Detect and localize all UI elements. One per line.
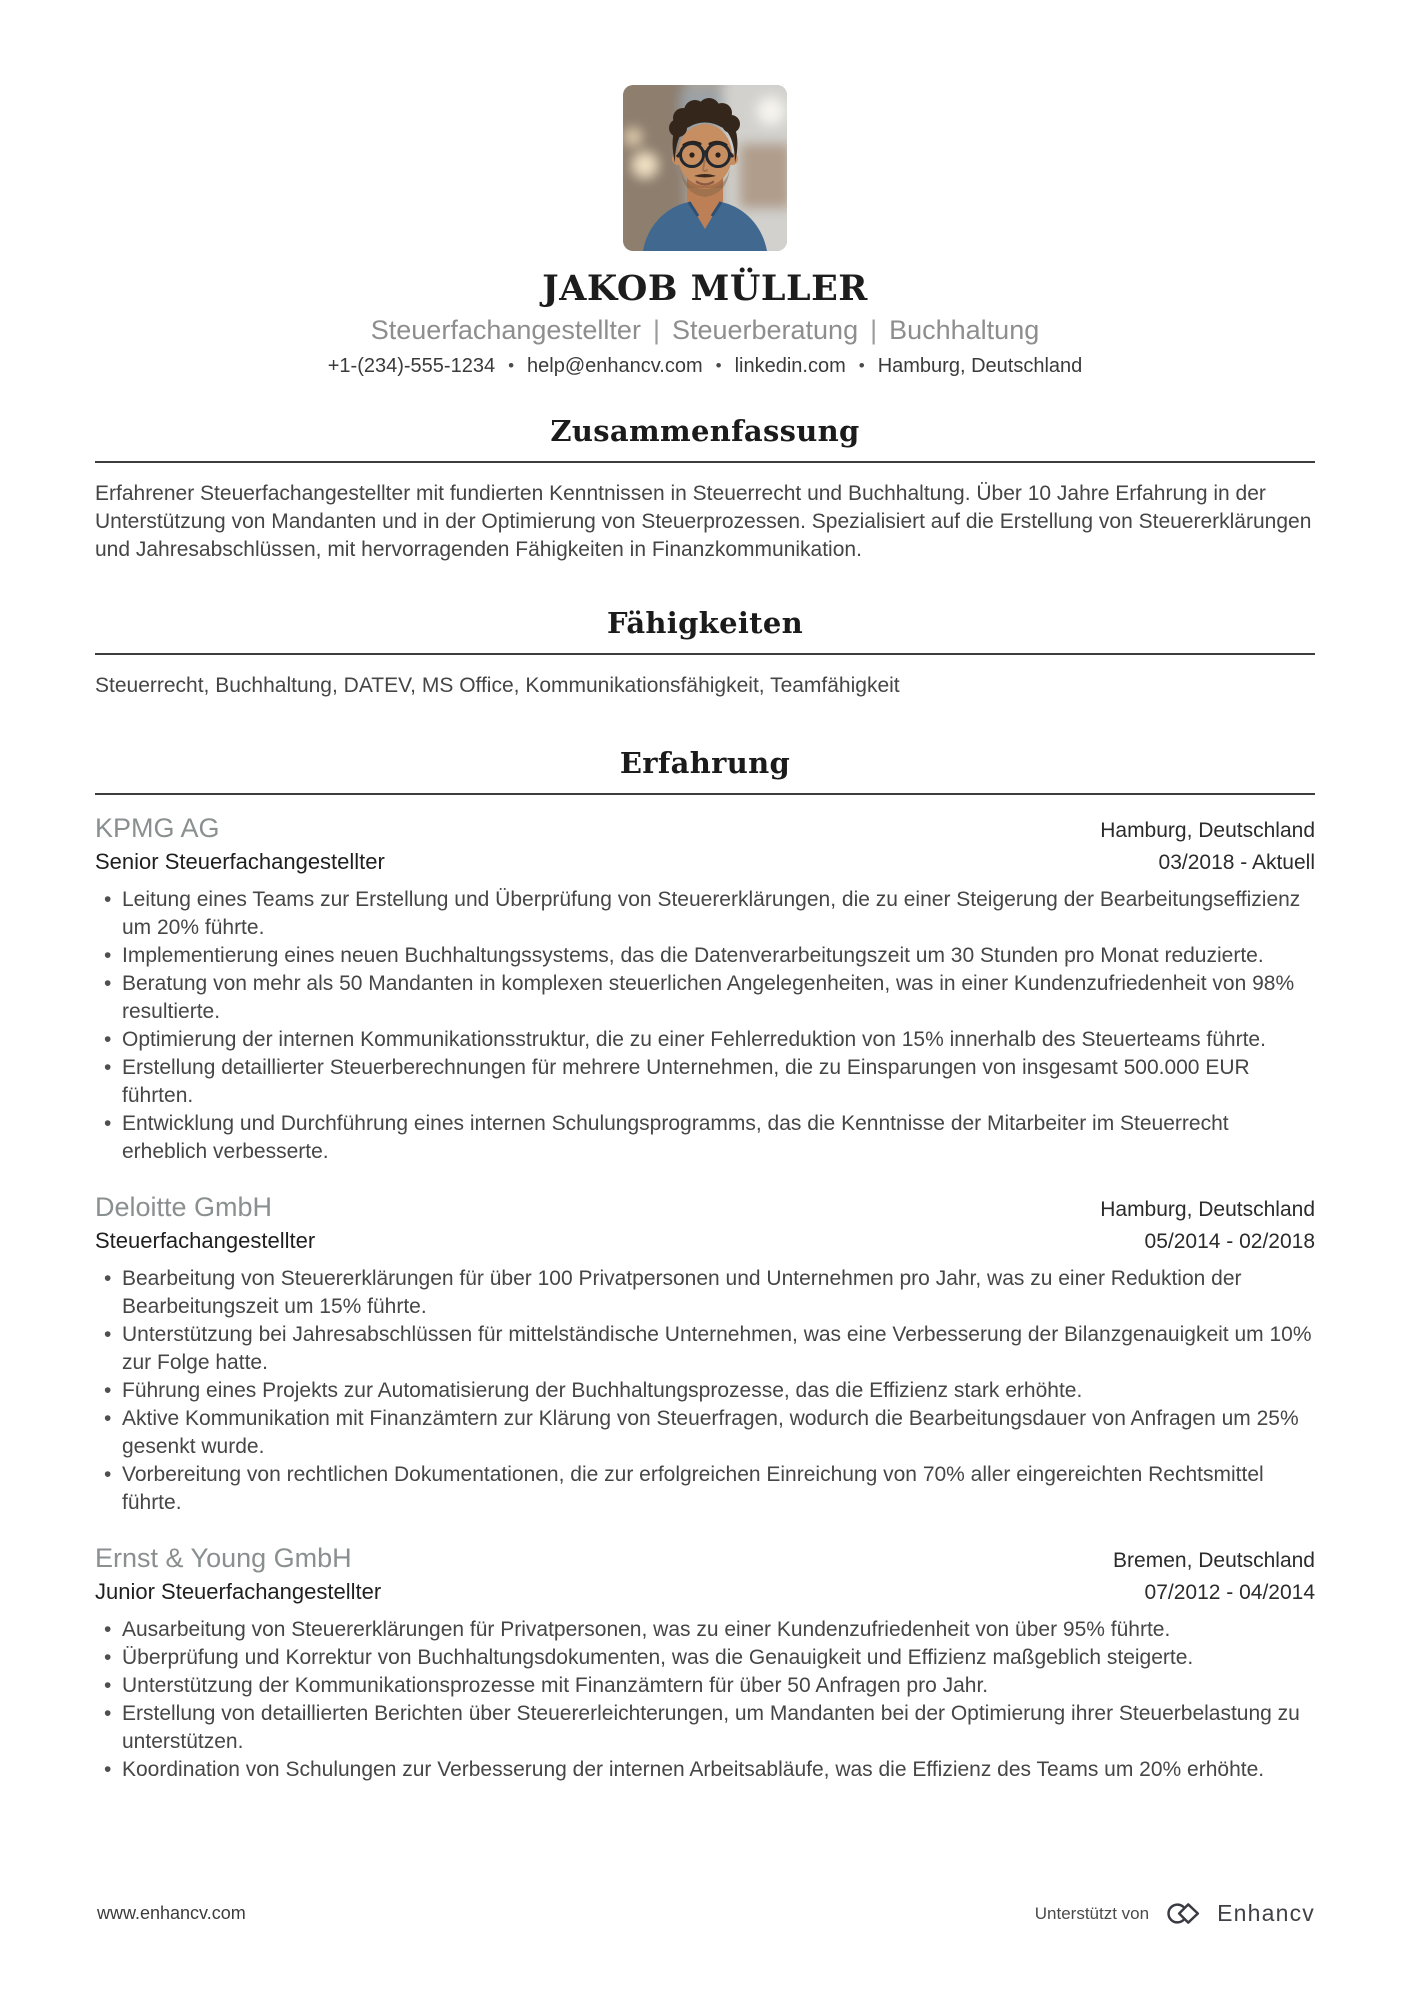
email-link[interactable]: help@enhancv.com bbox=[527, 355, 703, 377]
experience-section-title: Erfahrung bbox=[619, 746, 791, 780]
contact-separator: • bbox=[858, 356, 865, 375]
profile-photo-illustration bbox=[623, 85, 787, 251]
job-header-row bbox=[95, 813, 1315, 844]
page-footer bbox=[97, 1900, 1315, 1927]
job-entry bbox=[95, 1192, 1315, 1517]
headline-separator: | bbox=[870, 315, 878, 345]
job-subheader-row bbox=[95, 1579, 1315, 1605]
candidate-name: JAKOB MÜLLER bbox=[542, 268, 868, 309]
section-divider bbox=[95, 793, 1315, 795]
job-title: Senior Steuerfachangestellter bbox=[95, 849, 385, 874]
experience-section bbox=[95, 746, 1315, 1784]
powered-by-label: Unterstützt von bbox=[1034, 1903, 1150, 1923]
job-bullet: • Entwicklung und Durchführung eines internen Schulungsprogramms, das die Kenntnisse der Mitarbeiter im Steuerrecht erheblich verbesserte. bbox=[95, 1110, 1315, 1166]
job-bullet: • Leitung eines Teams zur Erstellung und Überprüfung von Steuererklärungen, die zu einer Steigerung der Bearbeitungseffizienz um 20% führte. bbox=[95, 886, 1315, 942]
headline-separator: | bbox=[652, 315, 660, 345]
summary-section bbox=[95, 414, 1315, 564]
job-bullet: • Optimierung der internen Kommunikationsstruktur, die zu einer Fehlerreduktion von 15% innerhalb des Steuerteams führte. bbox=[95, 1026, 1315, 1054]
job-bullet: • Unterstützung bei Jahresabschlüssen für mittelständische Unternehmen, was eine Verbesserung der Bilanzgenauigkeit um 10% zur Folge hatte. bbox=[95, 1321, 1315, 1377]
skills-section bbox=[95, 606, 1315, 700]
job-location: Hamburg, Deutschland bbox=[1100, 1198, 1315, 1221]
skills-text: Steuerrecht, Buchhaltung, DATEV, MS Office, Kommunikationsfähigkeit, Teamfähigkeit bbox=[95, 674, 900, 697]
powered-by bbox=[1035, 1900, 1315, 1927]
headline bbox=[95, 315, 1315, 346]
job-header-row bbox=[95, 1192, 1315, 1223]
phone-number: +1-(234)-555-1234 bbox=[327, 355, 496, 377]
job-bullet: • Überprüfung und Korrektur von Buchhaltungsdokumenten, was die Genauigkeit und Effizienz maßgeblich steigerte. bbox=[95, 1644, 1315, 1672]
contact-separator: • bbox=[715, 356, 722, 375]
job-entry bbox=[95, 813, 1315, 1166]
enhancv-brand-name[interactable]: Enhancv bbox=[1217, 1900, 1315, 1926]
summary-section-title: Zusammenfassung bbox=[550, 414, 860, 448]
job-bullet: • Unterstützung der Kommunikationsprozesse mit Finanzämtern für über 50 Anfragen pro Jahr. bbox=[95, 1672, 1315, 1700]
headline-part: Steuerfachangestellter bbox=[370, 315, 641, 345]
job-title: Junior Steuerfachangestellter bbox=[95, 1579, 382, 1604]
job-location: Hamburg, Deutschland bbox=[1100, 819, 1315, 842]
company-name: Ernst & Young GmbH bbox=[95, 1543, 352, 1573]
enhancv-logo-icon bbox=[1161, 1900, 1205, 1927]
job-bullet: • Erstellung von detaillierten Berichten über Steuererleichterungen, um Mandanten bei der Optimierung ihrer Steuerbelastung zu unterstützen. bbox=[95, 1700, 1315, 1756]
job-subheader-row bbox=[95, 849, 1315, 875]
job-dates: 03/2018 - Aktuell bbox=[1158, 851, 1315, 874]
company-name: Deloitte GmbH bbox=[95, 1192, 273, 1222]
headline-part: Buchhaltung bbox=[889, 315, 1040, 345]
job-bullet: • Koordination von Schulungen zur Verbesserung der internen Arbeitsabläufe, was die Effizienz des Teams um 20% erhöhte. bbox=[95, 1756, 1315, 1784]
job-bullet-list bbox=[95, 1616, 1315, 1784]
headline-part: Steuerberatung bbox=[671, 315, 859, 345]
website-link[interactable]: www.enhancv.com bbox=[97, 1903, 246, 1923]
profile-photo bbox=[623, 85, 787, 251]
job-bullet-list bbox=[95, 886, 1315, 1166]
job-bullet: • Erstellung detaillierter Steuerberechnungen für mehrere Unternehmen, die zu Einsparungen von insgesamt 500.000 EUR führten. bbox=[95, 1054, 1315, 1110]
job-entry bbox=[95, 1543, 1315, 1784]
job-dates: 07/2012 - 04/2014 bbox=[1144, 1581, 1315, 1604]
job-header-row bbox=[95, 1543, 1315, 1574]
job-bullet-list bbox=[95, 1265, 1315, 1517]
job-bullet: • Ausarbeitung von Steuererklärungen für Privatpersonen, was zu einer Kundenzufriedenheit von über 95% führte. bbox=[95, 1616, 1315, 1644]
linkedin-link[interactable]: linkedin.com bbox=[734, 355, 846, 377]
jobs-list bbox=[95, 813, 1315, 1784]
job-bullet: • Bearbeitung von Steuererklärungen für über 100 Privatpersonen und Unternehmen pro Jahr, was zu einer Reduktion der Bearbeitungszeit um 15% führte. bbox=[95, 1265, 1315, 1321]
job-bullet: • Aktive Kommunikation mit Finanzämtern zur Klärung von Steuerfragen, wodurch die Bearbeitungsdauer von Anfragen um 25% gesenkt wurde. bbox=[95, 1405, 1315, 1461]
job-dates: 05/2014 - 02/2018 bbox=[1144, 1230, 1315, 1253]
company-name: KPMG AG bbox=[95, 813, 220, 843]
job-bullet: • Vorbereitung von rechtlichen Dokumentationen, die zur erfolgreichen Einreichung von 70% aller eingereichten Rechtsmittel führte. bbox=[95, 1461, 1315, 1517]
skills-section-title: Fähigkeiten bbox=[607, 606, 803, 640]
job-location: Bremen, Deutschland bbox=[1113, 1549, 1315, 1572]
job-title: Steuerfachangestellter bbox=[95, 1228, 316, 1253]
job-bullet: • Implementierung eines neuen Buchhaltungssystems, das die Datenverarbeitungszeit um 30 Stunden pro Monat reduzierte. bbox=[95, 942, 1315, 970]
section-divider bbox=[95, 461, 1315, 463]
job-subheader-row bbox=[95, 1228, 1315, 1254]
location-text: Hamburg, Deutschland bbox=[877, 355, 1083, 377]
contact-separator: • bbox=[508, 356, 515, 375]
job-bullet: • Führung eines Projekts zur Automatisierung der Buchhaltungsprozesse, das die Effizienz stark erhöhte. bbox=[95, 1377, 1315, 1405]
summary-text: Erfahrener Steuerfachangestellter mit fundierten Kenntnissen in Steuerrecht und Buchhaltung. Über 10 Jahre Erfahrung in der Unterstützung von Mandanten und in der Optimierung von Steuerprozessen. Spezialisiert auf die Erstellung von Steuererklärungen und Jahresabschlüssen, mit hervorragenden Fähigkeiten in Finanzkommunikation. bbox=[95, 482, 1312, 561]
job-bullet: • Beratung von mehr als 50 Mandanten in komplexen steuerlichen Angelegenheiten, was in einer Kundenzufriedenheit von 98% resultierte. bbox=[95, 970, 1315, 1026]
contact-line bbox=[95, 355, 1315, 378]
section-divider bbox=[95, 653, 1315, 655]
